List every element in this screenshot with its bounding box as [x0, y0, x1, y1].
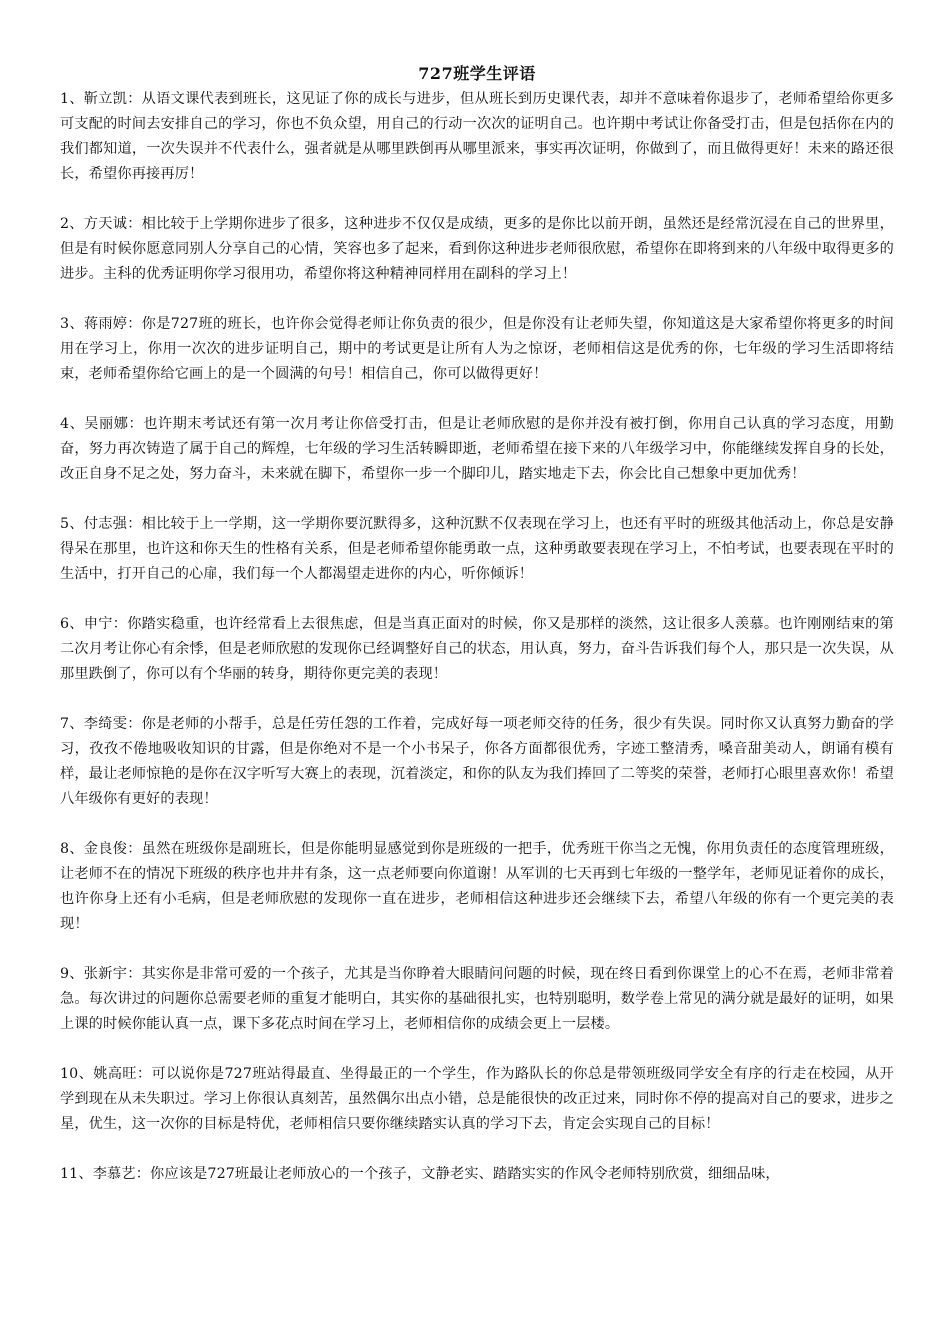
comment-paragraph: 11、李慕艺：你应该是727班最让老师放心的一个孩子，文静老实、踏踏实实的作风令老师特别欣赏，细细品味， [60, 1166, 780, 1182]
comment-paragraph: 10、姚高旺：可以说你是727班站得最直、坐得最正的一个学生，作为路队长的你总是带领班级同学安全有序的行走在校园，从开学到现在从未失职过。学习上你很认真刻苦，虽然偶尔出点小错，总是能很快的改正过来，同时你不停的提高对自己的要求，进步之星，优生，这一次你的目标是特优，老师相信只要你继续踏实认真的学习下去，肯定会实现自己的目标！ [60, 1066, 894, 1132]
comment-paragraph: 6、申宁：你踏实稳重，也许经常看上去很焦虑，但是当真正面对的时候，你又是那样的淡然，这让很多人羡慕。也许刚刚结束的第二次月考让你心有余悸，但是老师欣慰的发现你已经调整好自己的状态，用认真，努力，奋斗告诉我们每个人，那只是一次失误，从那里跌倒了，你可以有个华丽的转身，期待你更完美的表现！ [60, 616, 894, 682]
comment-paragraph: 5、付志强：相比较于上一学期，这一学期你要沉默得多，这种沉默不仅表现在学习上，也还有平时的班级其他活动上，你总是安静得呆在那里，也许这和你天生的性格有关系，但是老师希望你能勇敢一点，这种勇敢要表现在学习上，不怕考试，也要表现在平时的生活中，打开自己的心扉，我们每一个人都渴望走进你的内心，听你倾诉！ [60, 516, 894, 582]
comment-paragraph: 1、靳立凯：从语文课代表到班长，这见证了你的成长与进步，但从班长到历史课代表，却并不意味着你退步了，老师希望给你更多可支配的时间去安排自己的学习，你也不负众望，用自己的行动一次次的证明自己。也许期中考试让你备受打击，但是包括你在内的我们都知道，一次失误并不代表什么，强者就是从哪里跌倒再从哪里派来，事实再次证明，你做到了，而且做得更好！未来的路还很长，希望你再接再厉！ [60, 91, 894, 182]
comment-paragraph: 3、蒋雨婷：你是727班的班长，也许你会觉得老师让你负责的很少，但是你没有让老师失望，你知道这是大家希望你将更多的时间用在学习上，你用一次次的进步证明自己，期中的考试更是让所有人为之惊讶，老师相信这是优秀的你，七年级的学习生活即将结束，老师希望你给它画上的是一个圆满的句号！相信自己，你可以做得更好！ [60, 316, 894, 382]
comment-paragraph: 7、李绮雯：你是老师的小帮手，总是任劳任怨的工作着，完成好每一项老师交待的任务，很少有失误。同时你又认真努力勤奋的学习，孜孜不倦地吸收知识的甘露，但是你绝对不是一个小书呆子，你各方面都很优秀，字迹工整清秀，嗓音甜美动人，朗诵有模有样，最让老师惊艳的是你在汉字听写大赛上的表现，沉着淡定，和你的队友为我们捧回了二等奖的荣誉，老师打心眼里喜欢你！希望八年级你有更好的表现！ [60, 716, 894, 807]
comment-paragraph: 4、吴丽娜：也许期末考试还有第一次月考让你倍受打击，但是让老师欣慰的是你并没有被打倒，你用自己认真的学习态度，用勤奋，努力再次铸造了属于自己的辉煌，七年级的学习生活转瞬即逝，老师希望在接下来的八年级学习中，你能继续发挥自身的长处，改正自身不足之处，努力奋斗，未来就在脚下，希望你一步一个脚印儿，踏实地走下去，你会比自己想象中更加优秀！ [60, 416, 894, 482]
comment-paragraph: 9、张新宇：其实你是非常可爱的一个孩子，尤其是当你睁着大眼睛问问题的时候，现在终日看到你课堂上的心不在焉，老师非常着急。每次讲过的问题你总需要老师的重复才能明白，其实你的基础很扎实，也特别聪明，数学卷上常见的满分就是最好的证明，如果上课的时候你能认真一点，课下多花点时间在学习上，老师相信你的成绩会更上一层楼。 [60, 966, 894, 1032]
comment-paragraph: 2、方天诚：相比较于上学期你进步了很多，这种进步不仅仅是成绩，更多的是你比以前开朗，虽然还是经常沉浸在自己的世界里，但是有时候你愿意同别人分享自己的心情，笑容也多了起来，看到你这种进步老师很欣慰，希望你在即将到来的八年级中取得更多的进步。主科的优秀证明你学习很用功，希望你将这种精神同样用在副科的学习上！ [60, 216, 894, 282]
page-title: 727班学生评语 [418, 64, 536, 83]
comment-paragraph: 8、金良俊：虽然在班级你是副班长，但是你能明显感觉到你是班级的一把手，优秀班干你当之无愧，你用负责任的态度管理班级，让老师不在的情况下班级的秩序也井井有条，这一点老师要向你道谢！从军训的七天再到七年级的一整学年，老师见证着你的成长，也许你身上还有小毛病，但是老师欣慰的发现你一直在进步，老师相信这种进步还会继续下去，希望八年级的你有一个更完美的表现！ [60, 841, 894, 932]
